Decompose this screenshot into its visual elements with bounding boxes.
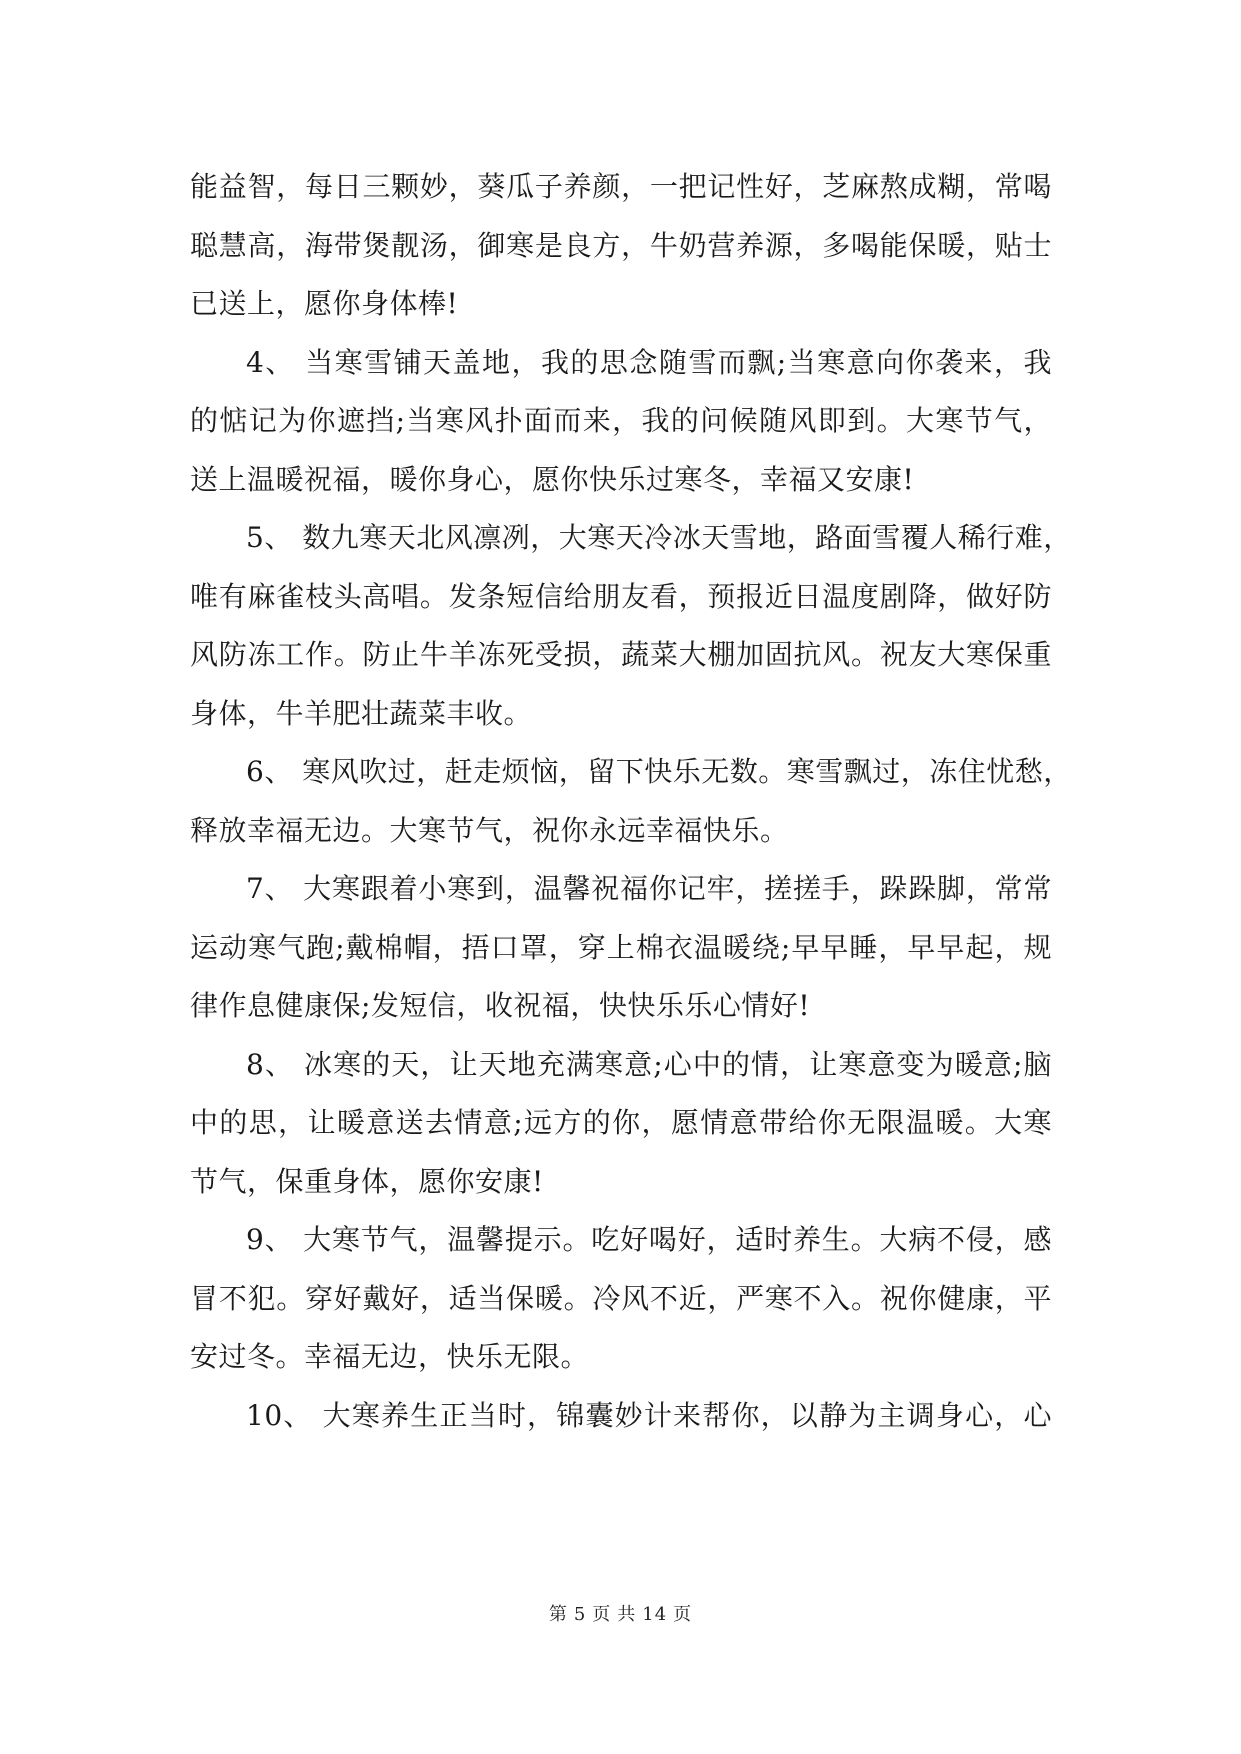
footer-prefix: 第 xyxy=(548,1604,568,1625)
text-line: 运动寒气跑;戴棉帽，捂口罩，穿上棉衣温暖绕;早早睡，早早起，规 xyxy=(190,930,1052,964)
text-line: 聪慧高，海带煲靓汤，御寒是良方，牛奶营养源，多喝能保暖，贴士 xyxy=(190,228,1052,262)
text-line: 7、 大寒跟着小寒到，温馨祝福你记牢，搓搓手，跺跺脚，常常 xyxy=(246,872,1052,905)
text-line: 8、 冰寒的天，让天地充满寒意;心中的情，让寒意变为暖意;脑 xyxy=(246,1047,1052,1081)
text-line: 唯有麻雀枝头高唱。发条短信给朋友看，预报近日温度剧降，做好防 xyxy=(190,579,1052,613)
text-line: 已送上，愿你身体棒! xyxy=(190,287,459,320)
text-line: 中的思，让暖意送去情意;远方的你，愿情意带给你无限温暖。大寒 xyxy=(190,1106,1052,1139)
text-line: 9、 大寒节气，温馨提示。吃好喝好，适时养生。大病不侵，感 xyxy=(246,1223,1052,1256)
page-footer xyxy=(0,1600,1241,1626)
paragraph xyxy=(190,158,1052,334)
current-page-number: 5 xyxy=(573,1604,587,1625)
text-line: 风防冻工作。防止牛羊冻死受损，蔬菜大棚加固抗风。祝友大寒保重 xyxy=(190,638,1052,671)
paragraph xyxy=(190,743,1072,860)
paragraph xyxy=(190,860,1052,1036)
text-line: 冒不犯。穿好戴好，适当保暖。冷风不近，严寒不入。祝你健康，平 xyxy=(190,1281,1052,1315)
text-line: 10、 大寒养生正当时，锦囊妙计来帮你，以静为主调身心，心 xyxy=(246,1398,1052,1432)
total-pages-number: 14 xyxy=(642,1604,668,1625)
paragraph xyxy=(190,1387,1052,1446)
footer-page-label: 页 xyxy=(592,1604,612,1625)
text-line: 能益智，每日三颗妙，葵瓜子养颜，一把记性好，芝麻熬成糊，常喝 xyxy=(190,170,1052,203)
text-line: 安过冬。幸福无边，快乐无限。 xyxy=(190,1340,590,1373)
text-line: 5、 数九寒天北风凛冽，大寒天冷冰天雪地，路面雪覆人稀行难， xyxy=(246,521,1072,554)
paragraph xyxy=(190,1211,1052,1387)
text-line: 6、 寒风吹过，赶走烦恼，留下快乐无数。寒雪飘过，冻住忧愁， xyxy=(246,755,1072,788)
text-line: 送上温暖祝福，暖你身心，愿你快乐过寒冬，幸福又安康! xyxy=(190,462,915,496)
paragraph xyxy=(190,334,1052,510)
text-line: 节气，保重身体，愿你安康! xyxy=(190,1164,544,1198)
document-body xyxy=(190,158,1072,1445)
text-line: 4、 当寒雪铺天盖地，我的思念随雪而飘;当寒意向你袭来，我 xyxy=(246,345,1052,379)
paragraph xyxy=(190,1036,1052,1212)
text-line: 的惦记为你遮挡;当寒风扑面而来，我的问候随风即到。大寒节气， xyxy=(190,404,1052,437)
paragraph xyxy=(190,509,1072,743)
text-line: 律作息健康保;发短信，收祝福，快快乐乐心情好! xyxy=(190,989,811,1022)
footer-total-label: 共 xyxy=(617,1604,637,1625)
text-line: 身体，牛羊肥壮蔬菜丰收。 xyxy=(190,696,533,730)
text-line: 释放幸福无边。大寒节气，祝你永远幸福快乐。 xyxy=(190,813,789,847)
footer-suffix: 页 xyxy=(673,1604,693,1625)
